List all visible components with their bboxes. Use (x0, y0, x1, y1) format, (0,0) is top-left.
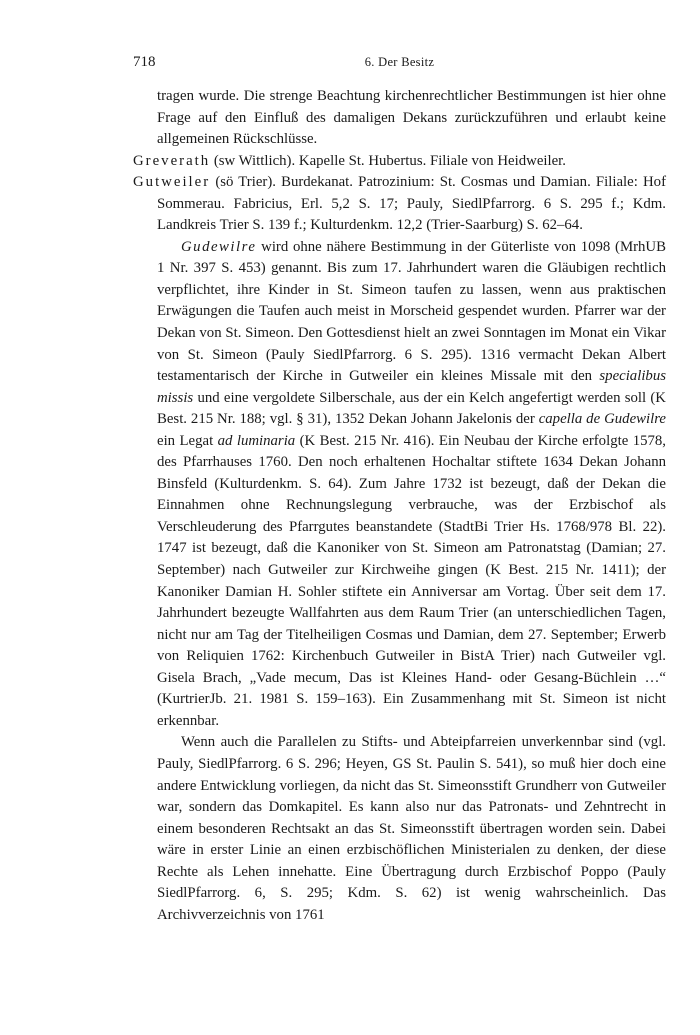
entry-gutweiler (133, 172, 666, 237)
text-run: ein Legat (157, 432, 218, 449)
entry-heading: Greverath (133, 152, 211, 169)
page-header (133, 54, 666, 78)
page-number: 718 (133, 54, 156, 70)
lead-word: Gudewilre (181, 238, 257, 255)
entry-text: (sö Trier). Burdekanat. Patrozinium: St. Cosmas und Damian. Filiale: Hof Sommerau. Fabricius, Erl. 5,2 S. 17; Pauly, SiedlPfarrorg. 6 S. 295 f.; Kdm. Landkreis Trier S. 139 f.; Kulturdenkm. 12,2 (Trier-Saarburg) S. 62–64. (157, 174, 666, 234)
text-run: und eine vergoldete Silberschale, aus der ein Kelch angefertigt werden soll (K Best. 215 Nr. 188; vgl. § 31), 1352 Dekan Johann Jakelonis der (157, 389, 666, 428)
latin-phrase: specialibus missis (157, 368, 666, 406)
continued-paragraph: tragen wurde. Die strenge Beachtung kirchenrechtlicher Bestimmungen ist hier ohne Frage auf den Einfluß des damaligen Dekans zurückzuführen und erlaubt keine allgemeinen Rückschlüsse. (157, 88, 666, 148)
entry-heading: Gutweiler (133, 174, 211, 191)
entry-greverath (133, 151, 666, 173)
page-body (133, 86, 666, 926)
entry-text: (sw Wittlich). Kapelle St. Hubertus. Filiale von Heidweiler. (210, 152, 566, 169)
text-run: wird ohne nähere Bestimmung in der Güterliste von 1098 (MrhUB 1 Nr. 397 S. 453) genannt. Bis zum 17. Jahrhundert waren die Gläubigen rechtlich verpflichtet, ihre Kinder in St. Simeon taufen zu lassen, wenn aus praktischen Erwägungen die Taufen auch meist in Morscheid gespendet wurden. Pfarrer war der Dekan von St. Simeon. Den Gottesdienst hielt an zwei Sonntagen im Monat ein Vikar von St. Simeon (Pauly SiedlPfarrorg. 6 S. 295). 1316 vermacht Dekan Albert testamentarisch der Kirche in Gutweiler ein kleines Missale mit den (157, 238, 666, 385)
paragraph-gudewilre (133, 237, 666, 733)
text-run: (K Best. 215 Nr. 416). Ein Neubau der Kirche erfolgte 1578, des Pfarrhauses 1760. Den noch erhaltenen Hochaltar stiftete 1634 Dekan Johann Binsfeld (Kulturdenkm. S. 64). Zum Jahre 1732 ist bezeugt, daß der Dekan die Einnahmen ohne Rechnungslegung verbrauche, was der Erzbischof als Verschleuderung des Pfarrgutes beanstandete (StadtBi Trier Hs. 1768/978 Bl. 22). 1747 ist bezeugt, daß die Kanoniker von St. Simeon am Patronatstag (Damian; 27. September) nach Gutweiler zur Kirchweihe gingen (K Best. 215 Nr. 1411); der Kanoniker Damian H. Sohler stiftete ein Anniversar am Vortag. Über seit dem 17. Jahrhundert bezeugte Wallfahrten aus dem Raum Trier (an unterschiedlichen Tagen, nicht nur am Tag der Titelheiligen Cosmas und Damian, dem 27. September; Erwerb von Reliquien 1762: Kirchenbuch Gutweiler in BistA Trier) nach Gutweiler vgl. Gisela Brach, „Vade mecum, Das ist Kleines Hand- oder Gesang-Büchlein …“ (KurtrierJb. 21. 1981 S. 159–163). Ein Zusammenhang mit St. Simeon ist nicht erkennbar. (157, 432, 666, 729)
latin-phrase: ad luminaria (217, 432, 296, 449)
latin-phrase: capella de Gudewilre (538, 411, 667, 428)
paragraph-parallels: Wenn auch die Parallelen zu Stifts- und Abteipfarreien unverkennbar sind (vgl. Pauly, SiedlPfarrorg. 6 S. 296; Heyen, GS St. Paulin S. 541), so muß hier doch eine andere Entwicklung vorliegen, da nicht das St. Simeonsstift Grundherr von Gutweiler war, sondern das Domkapitel. Es kann also nur das Patronats- und Zehntrecht in einem besonderen Rechtsakt an das St. Simeonsstift übertragen worden sein. Dabei wäre in erster Linie an einen erzbischöflichen Ministerialen zu denken, der diese Rechte als Lehen innehatte. Eine Übertragung durch Erzbischof Poppo (Pauly SiedlPfarrorg. 6, S. 295; Kdm. S. 62) ist wenig wahrscheinlich. Das Archivverzeichnis von 1761 (157, 734, 666, 923)
running-head: 6. Der Besitz (364, 55, 435, 69)
